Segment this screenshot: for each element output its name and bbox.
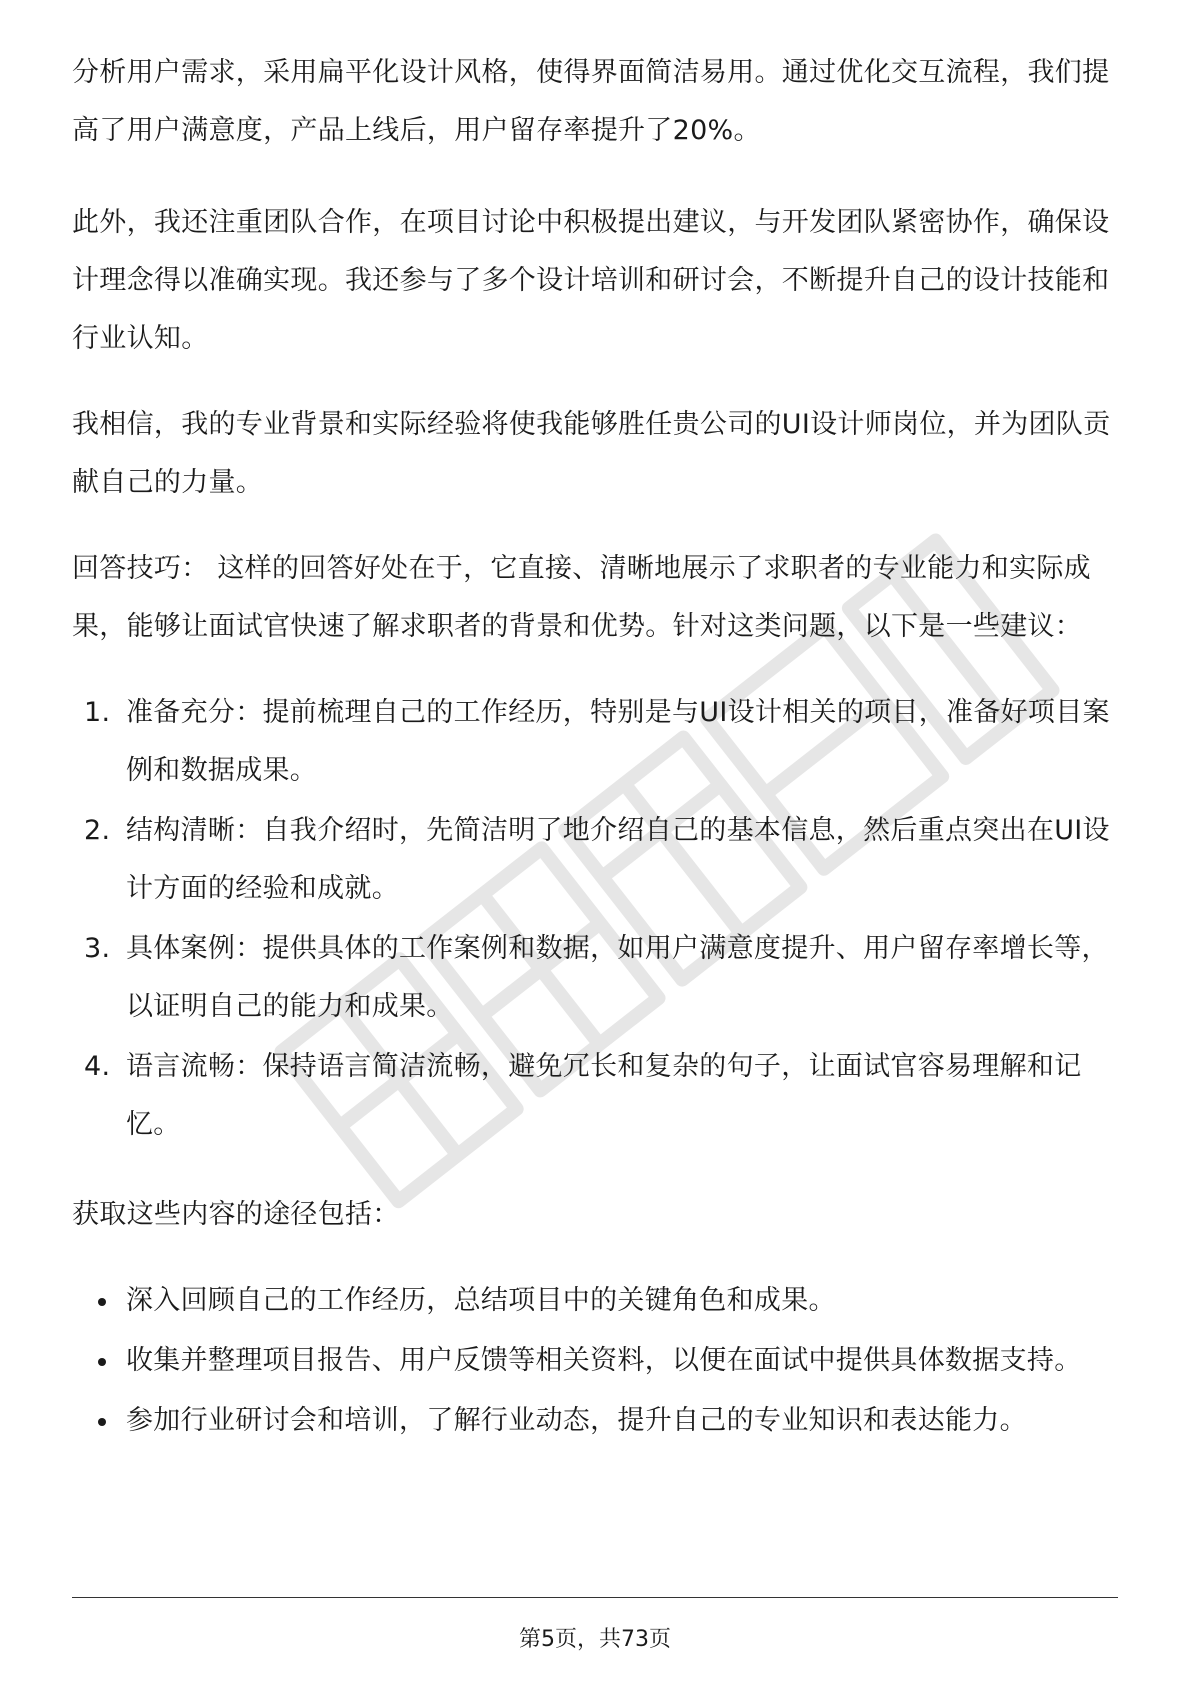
bullet-item — [72, 1392, 1118, 1450]
bullet-item-text: 参加行业研讨会和培训，了解行业动态，提升自己的专业知识和表达能力。 — [126, 1405, 1027, 1436]
list-item-text: 结构清晰：自我介绍时，先简洁明了地介绍自己的基本信息，然后重点突出在UI设计方面的经验和成就。 — [126, 815, 1110, 904]
list-item-number: 4. — [84, 1051, 111, 1082]
list-item-number: 1. — [84, 697, 111, 728]
list-item-text: 具体案例：提供具体的工作案例和数据，如用户满意度提升、用户留存率增长等，以证明自己的能力和成果。 — [126, 933, 1109, 1022]
paragraph-design-results: 分析用户需求，采用扁平化设计风格，使得界面简洁易用。通过优化交互流程，我们提高了用户满意度，产品上线后，用户留存率提升了20%。 — [72, 57, 1110, 146]
page-indicator: 第5页，共73页 — [519, 1627, 671, 1652]
paragraph-teamwork: 此外，我还注重团队合作，在项目讨论中积极提出建议，与开发团队紧密协作，确保设计理念得以准确实现。我还参与了多个设计培训和研讨会，不断提升自己的设计技能和行业认知。 — [72, 207, 1110, 354]
paragraph-answer-tips: 回答技巧： 这样的回答好处在于，它直接、清晰地展示了求职者的专业能力和实际成果，能够让面试官快速了解求职者的背景和优势。针对这类问题，以下是一些建议： — [72, 553, 1091, 642]
list-item-number: 2. — [84, 815, 111, 846]
paragraph-conclusion: 我相信，我的专业背景和实际经验将使我能够胜任贵公司的UI设计师岗位，并为团队贡献自己的力量。 — [72, 409, 1111, 498]
footer-divider — [72, 1597, 1118, 1598]
ways-bullet-list — [72, 1272, 1118, 1450]
list-item — [72, 1038, 1118, 1154]
bullet-item — [72, 1332, 1118, 1390]
tips-numbered-list — [72, 684, 1118, 1154]
list-item — [72, 684, 1118, 800]
bullet-dot-icon — [98, 1418, 106, 1426]
list-item-text: 语言流畅：保持语言简洁流畅，避免冗长和复杂的句子，让面试官容易理解和记忆。 — [126, 1051, 1082, 1140]
bullet-dot-icon — [98, 1358, 106, 1366]
list-item-text: 准备充分：提前梳理自己的工作经历，特别是与UI设计相关的项目，准备好项目案例和数据成果。 — [126, 697, 1110, 786]
bullet-item — [72, 1272, 1118, 1330]
list-item — [72, 802, 1118, 918]
list-item-number: 3. — [84, 933, 111, 964]
bullet-item-text: 收集并整理项目报告、用户反馈等相关资料，以便在面试中提供具体数据支持。 — [126, 1345, 1082, 1376]
bullet-dot-icon — [98, 1298, 106, 1306]
list-item — [72, 920, 1118, 1036]
document-page — [72, 44, 1118, 1452]
bullet-item-text: 深入回顾自己的工作经历，总结项目中的关键角色和成果。 — [126, 1285, 836, 1316]
ways-heading: 获取这些内容的途径包括： — [72, 1199, 400, 1230]
